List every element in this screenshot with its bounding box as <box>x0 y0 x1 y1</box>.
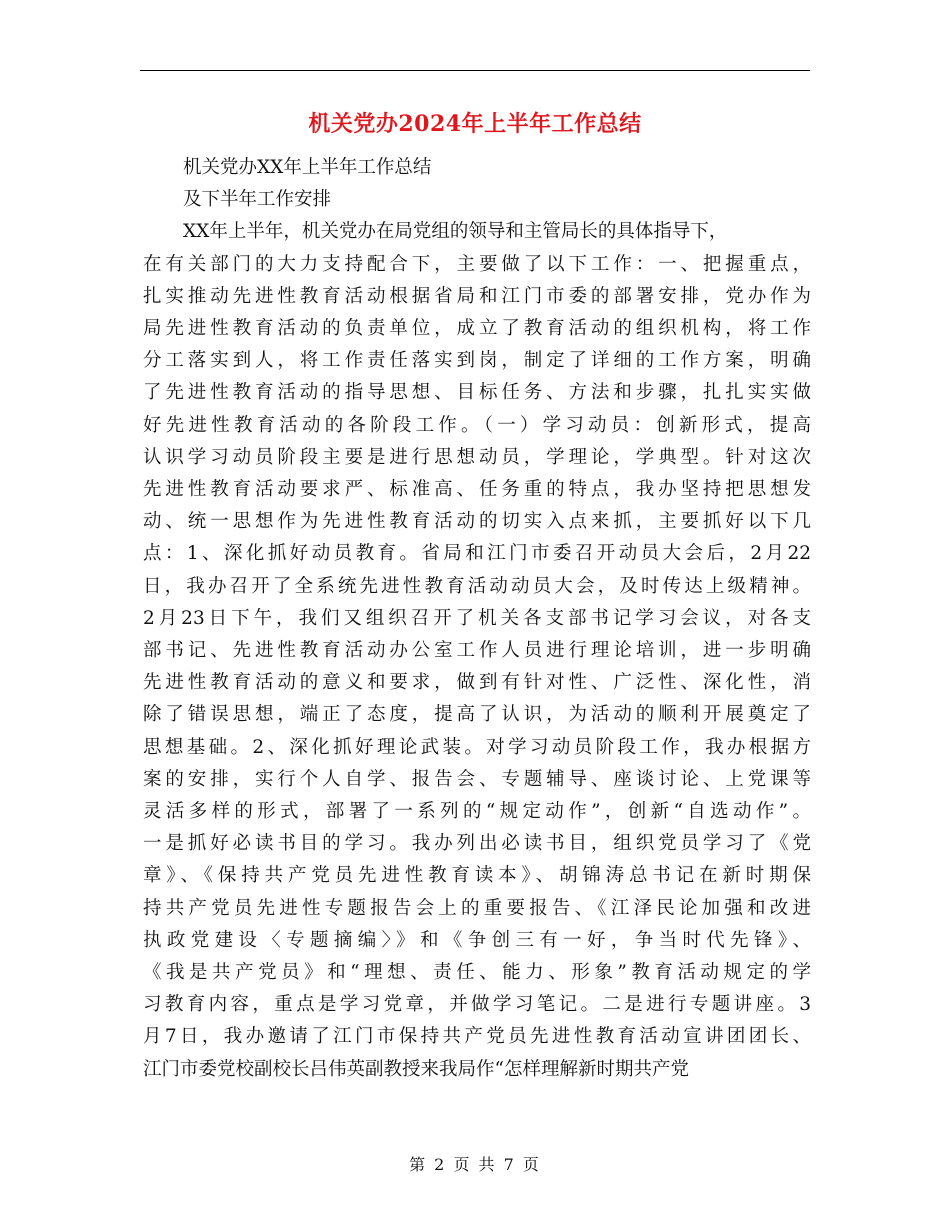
body-line: 除了错误思想，端正了态度，提高了认识，为活动的顺利开展奠定了 <box>143 704 811 726</box>
body-line: 认识学习动员阶段主要是进行思想动员，学理论，学典型。针对这次 <box>143 446 811 468</box>
body-line: 习教育内容，重点是学习党章，并做学习笔记。二是进行专题讲座。3 <box>143 994 811 1016</box>
body-line: 一是抓好必读书目的学习。我办列出必读书目，组织党员学习了《党 <box>143 833 811 855</box>
body-line: 日，我办召开了全系统先进性教育活动动员大会，及时传达上级精神。 <box>143 575 811 597</box>
body-line: 及下半年工作安排 <box>183 189 332 211</box>
body-line: 执政党建设〈专题摘编〉》和《争创三有一好，争当时代先锋》、 <box>143 929 811 951</box>
body-line: 了先进性教育活动的指导思想、目标任务、方法和步骤，扎扎实实做 <box>143 382 811 404</box>
body-line: 分工落实到人，将工作责任落实到岗，制定了详细的工作方案，明确 <box>143 350 811 372</box>
body-line: 案的安排，实行个人自学、报告会、专题辅导、座谈讨论、上党课等 <box>143 768 811 790</box>
body-line: 扎实推动先进性教育活动根据省局和江门市委的部署安排，党办作为 <box>143 285 811 307</box>
body-line: 月7日，我办邀请了江门市保持共产党员先进性教育活动宣讲团团长、 <box>143 1026 811 1048</box>
body-line: XX年上半年，机关党办在局党组的领导和主管局长的具体指导下， <box>183 221 728 243</box>
body-line: 2月23日下午，我们又组织召开了机关各支部书记学习会议，对各支 <box>143 607 811 629</box>
body-line: 点：1、深化抓好动员教育。省局和江门市委召开动员大会后，2月22 <box>143 543 811 565</box>
document-title: 机关党办2024年上半年工作总结 <box>308 111 642 137</box>
page-number: 第 2 页 共 7 页 <box>409 1155 541 1174</box>
body-line: 在有关部门的大力支持配合下，主要做了以下工作：一、把握重点， <box>143 253 811 275</box>
body-line: 部书记、先进性教育活动办公室工作人员进行理论培训，进一步明确 <box>143 640 811 662</box>
body-line: 局先进性教育活动的负责单位，成立了教育活动的组织机构，将工作 <box>143 318 811 340</box>
body-line: 机关党办XX年上半年工作总结 <box>183 157 432 178</box>
header-rule <box>140 70 810 71</box>
body-line: 灵活多样的形式，部署了一系列的“规定动作”，创新“自选动作”。 <box>143 801 811 823</box>
body-line: 动、统一思想作为先进性教育活动的切实入点来抓，主要抓好以下几 <box>143 511 811 533</box>
body-line: 江门市委党校副校长吕伟英副教授来我局作“怎样理解新时期共产党 <box>143 1058 689 1080</box>
body-line: 先进性教育活动的意义和要求，做到有针对性、广泛性、深化性，消 <box>143 672 811 694</box>
body-line: 思想基础。2、深化抓好理论武装。对学习动员阶段工作，我办根据方 <box>143 736 811 758</box>
body-line: 好先进性教育活动的各阶段工作。（一）学习动员：创新形式，提高 <box>143 414 811 436</box>
document-body <box>143 152 811 1086</box>
body-line: 持共产党员先进性专题报告会上的重要报告、《江泽民论加强和改进 <box>143 897 811 919</box>
body-line: 《我是共产党员》和“理想、责任、能力、形象”教育活动规定的学 <box>143 962 811 984</box>
body-line: 章》、《保持共产党员先进性教育读本》、胡锦涛总书记在新时期保 <box>143 865 811 887</box>
body-line: 先进性教育活动要求严、标准高、任务重的特点，我办坚持把思想发 <box>143 479 811 501</box>
